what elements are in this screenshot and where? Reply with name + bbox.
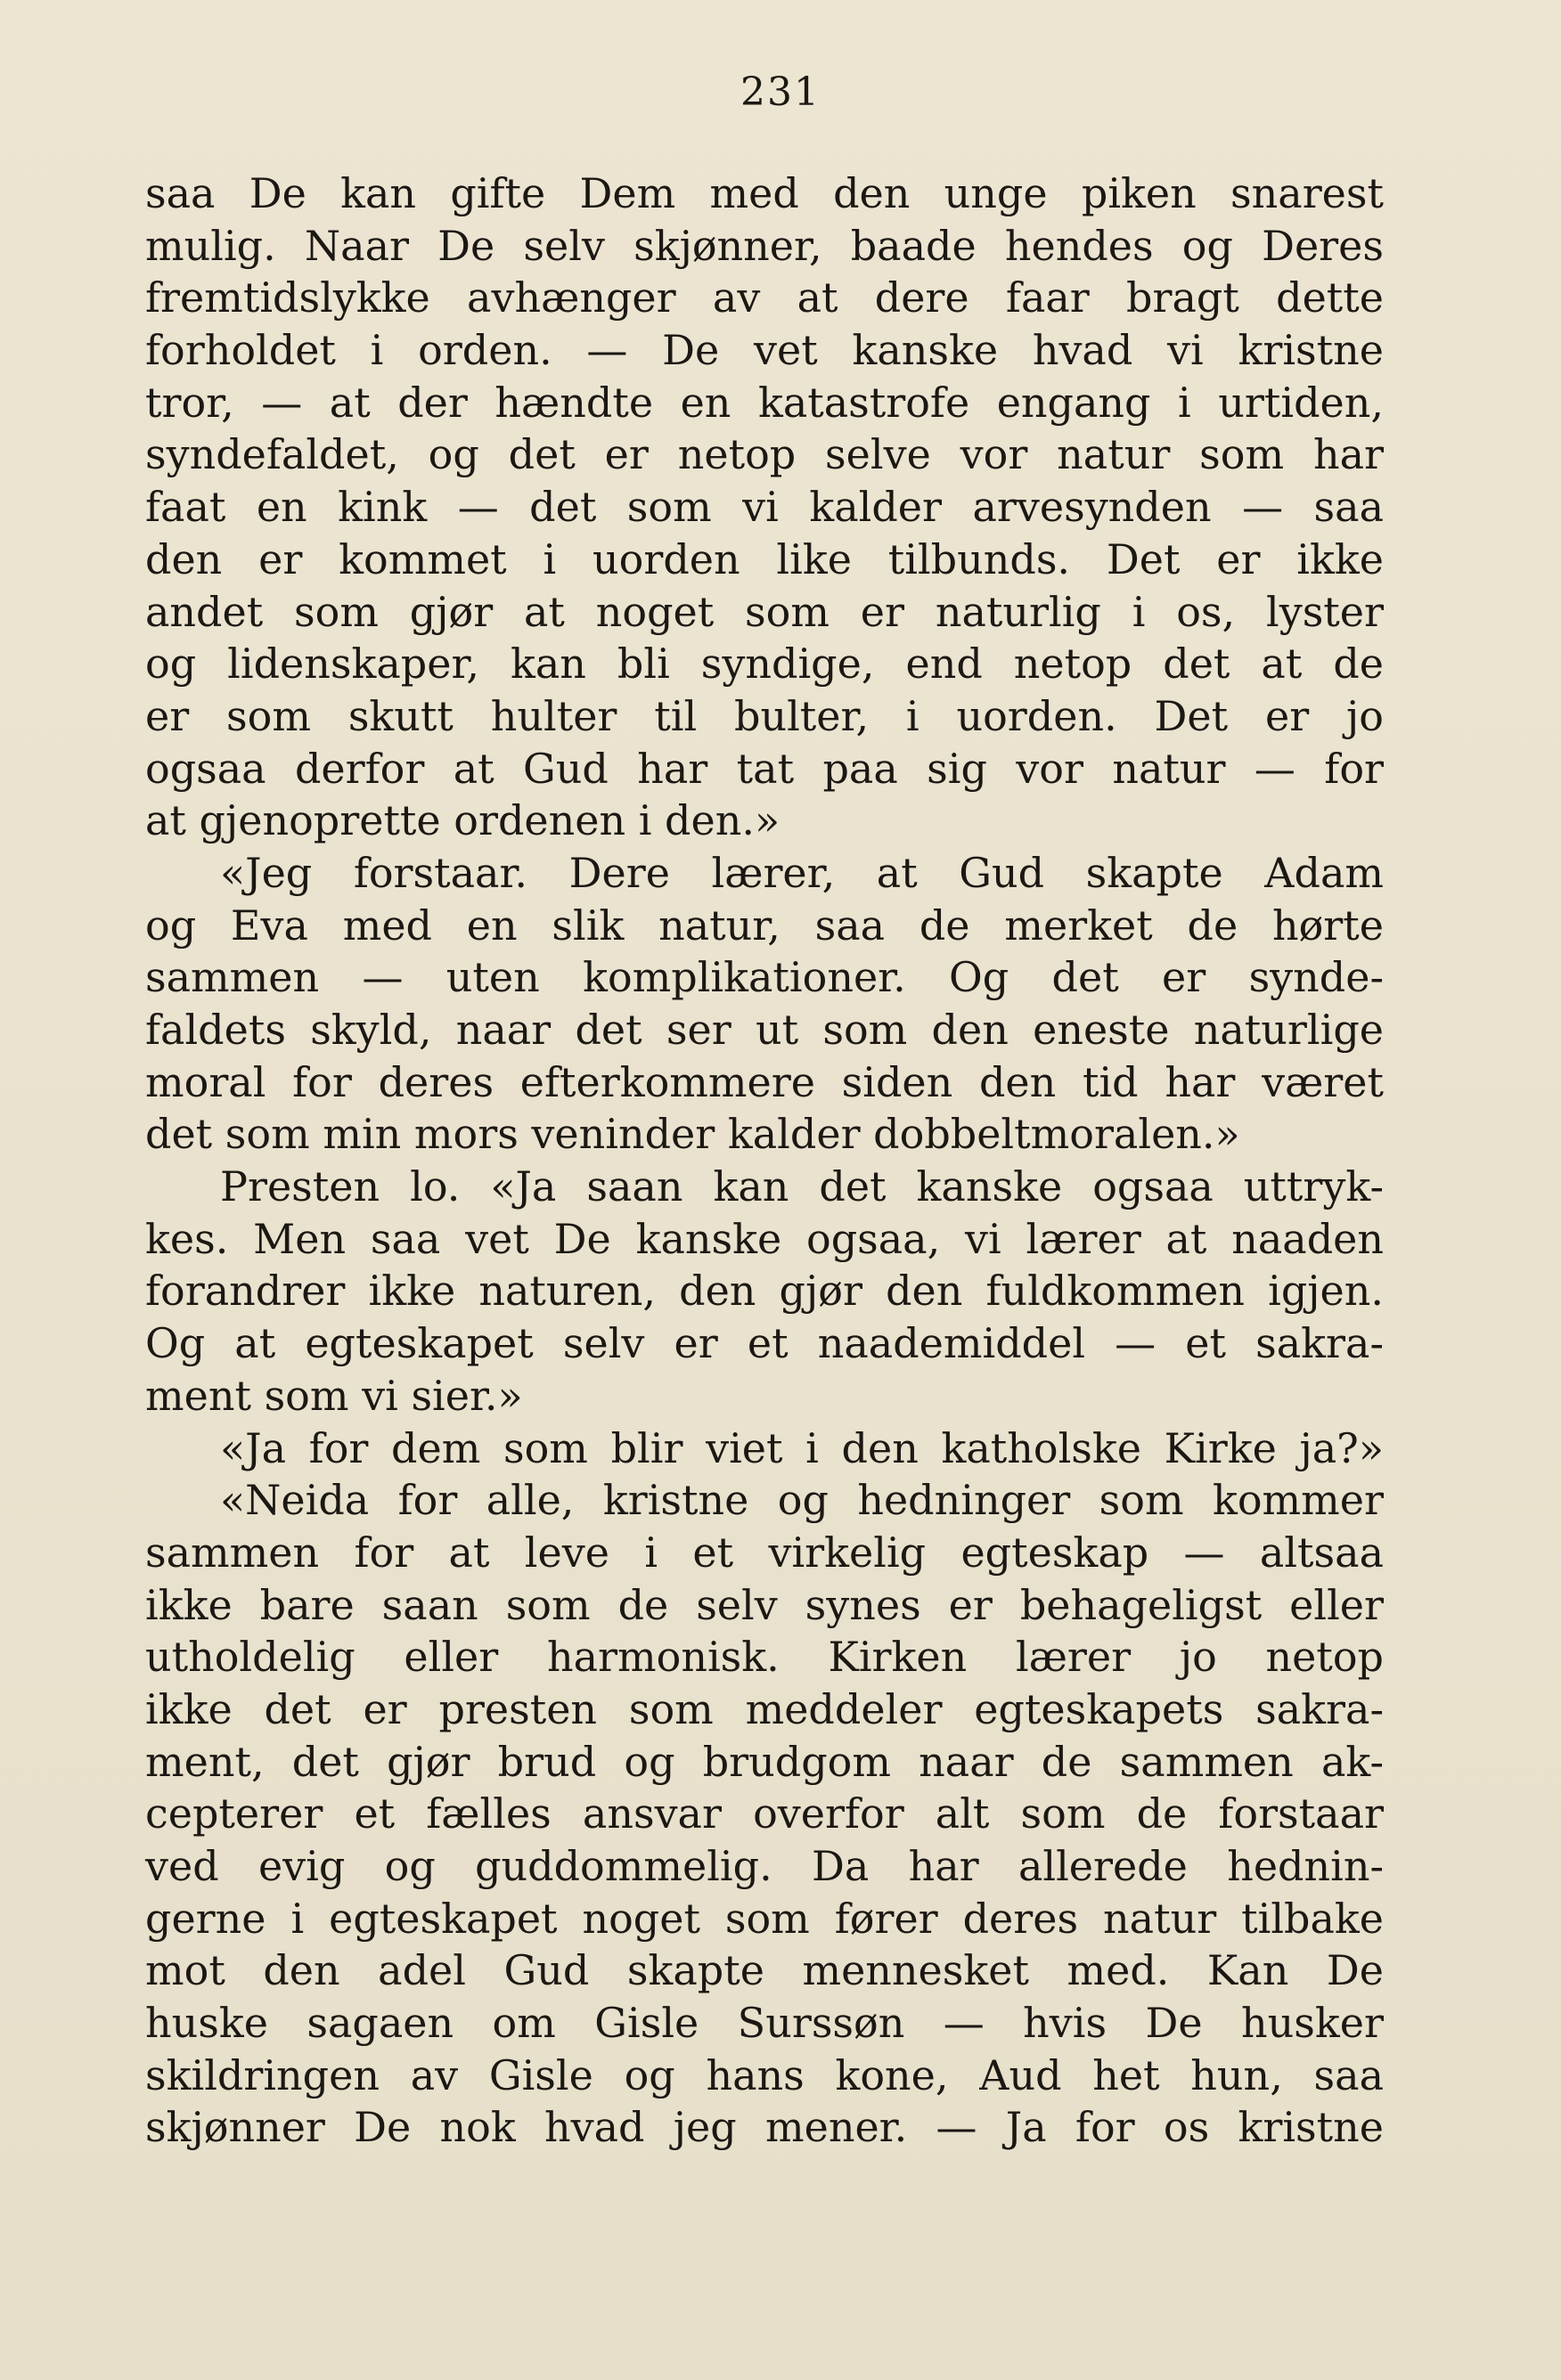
text-line: og lidenskaper, kan bli syndige, end netop det at de bbox=[145, 640, 1384, 689]
text-line: fremtidslykke avhænger av at dere faar bragt dette bbox=[145, 273, 1384, 322]
text-line: cepterer et fælles ansvar overfor alt som de forstaar bbox=[145, 1789, 1384, 1838]
text-line: tror, — at der hændte en katastrofe engang i urtiden, bbox=[145, 378, 1384, 427]
text-line: syndefaldet, og det er netop selve vor natur som har bbox=[145, 430, 1384, 479]
text-line: det som min mors veninder kalder dobbeltmoralen.» bbox=[145, 1110, 1240, 1159]
page-number: 231 bbox=[740, 69, 821, 115]
text-line: ogsaa derfor at Gud har tat paa sig vor natur — for bbox=[145, 744, 1384, 793]
text-line: Og at egteskapet selv er et naademiddel — et sakra- bbox=[145, 1319, 1384, 1368]
text-line: forandrer ikke naturen, den gjør den fuldkommen igjen. bbox=[145, 1267, 1384, 1316]
body-text bbox=[145, 167, 1384, 2154]
text-line: ikke det er presten som meddeler egteskapets sakra- bbox=[145, 1684, 1384, 1733]
text-line: ikke bare saan som de selv synes er behageligst eller bbox=[145, 1580, 1384, 1629]
text-line: gerne i egteskapet noget som fører deres natur tilbake bbox=[145, 1894, 1384, 1943]
text-line: sammen for at leve i et virkelig egteskap — altsaa bbox=[145, 1528, 1384, 1577]
text-line: «Ja for dem som blir viet i den katholske Kirke ja?» bbox=[220, 1423, 1384, 1472]
text-line: at gjenoprette ordenen i den.» bbox=[145, 796, 780, 845]
text-line: og Eva med en slik natur, saa de merket de hørte bbox=[145, 901, 1384, 950]
text-line: er som skutt hulter til bulter, i uorden. Det er jo bbox=[145, 691, 1384, 740]
text-line: ment, det gjør brud og brudgom naar de sammen ak- bbox=[145, 1737, 1384, 1786]
text-line: Presten lo. «Ja saan kan det kanske ogsaa uttryk- bbox=[220, 1162, 1384, 1211]
text-line: faat en kink — det som vi kalder arvesynden — saa bbox=[145, 483, 1384, 532]
text-line: andet som gjør at noget som er naturlig i os, lyster bbox=[145, 587, 1384, 636]
text-line: moral for deres efterkommere siden den tid har været bbox=[145, 1057, 1384, 1106]
text-line: «Neida for alle, kristne og hedninger som kommer bbox=[220, 1476, 1384, 1525]
text-line: faldets skyld, naar det ser ut som den eneste naturlige bbox=[145, 1006, 1384, 1054]
text-line: ved evig og guddommelig. Da har allerede hednin- bbox=[145, 1842, 1384, 1890]
text-line: huske sagaen om Gisle Surssøn — hvis De husker bbox=[145, 1999, 1384, 2048]
text-line: kes. Men saa vet De kanske ogsaa, vi lærer at naaden bbox=[145, 1214, 1384, 1263]
text-line: skjønner De nok hvad jeg mener. — Ja for os kristne bbox=[145, 2103, 1384, 2152]
text-line: saa De kan gifte Dem med den unge piken snarest bbox=[145, 169, 1384, 217]
text-line: utholdelig eller harmonisk. Kirken lærer jo netop bbox=[145, 1633, 1384, 1682]
text-line: mot den adel Gud skapte mennesket med. Kan De bbox=[145, 1946, 1384, 1995]
text-line: «Jeg forstaar. Dere lærer, at Gud skapte Adam bbox=[220, 848, 1384, 897]
text-line: mulig. Naar De selv skjønner, baade hendes og Deres bbox=[145, 221, 1384, 270]
text-line: ment som vi sier.» bbox=[145, 1371, 523, 1420]
text-line: forholdet i orden. — De vet kanske hvad vi kristne bbox=[145, 326, 1384, 375]
text-line: skildringen av Gisle og hans kone, Aud het hun, saa bbox=[145, 2050, 1384, 2099]
text-line: den er kommet i uorden like tilbunds. Det er ikke bbox=[145, 534, 1384, 583]
text-line: sammen — uten komplikationer. Og det er synde- bbox=[145, 953, 1384, 1002]
